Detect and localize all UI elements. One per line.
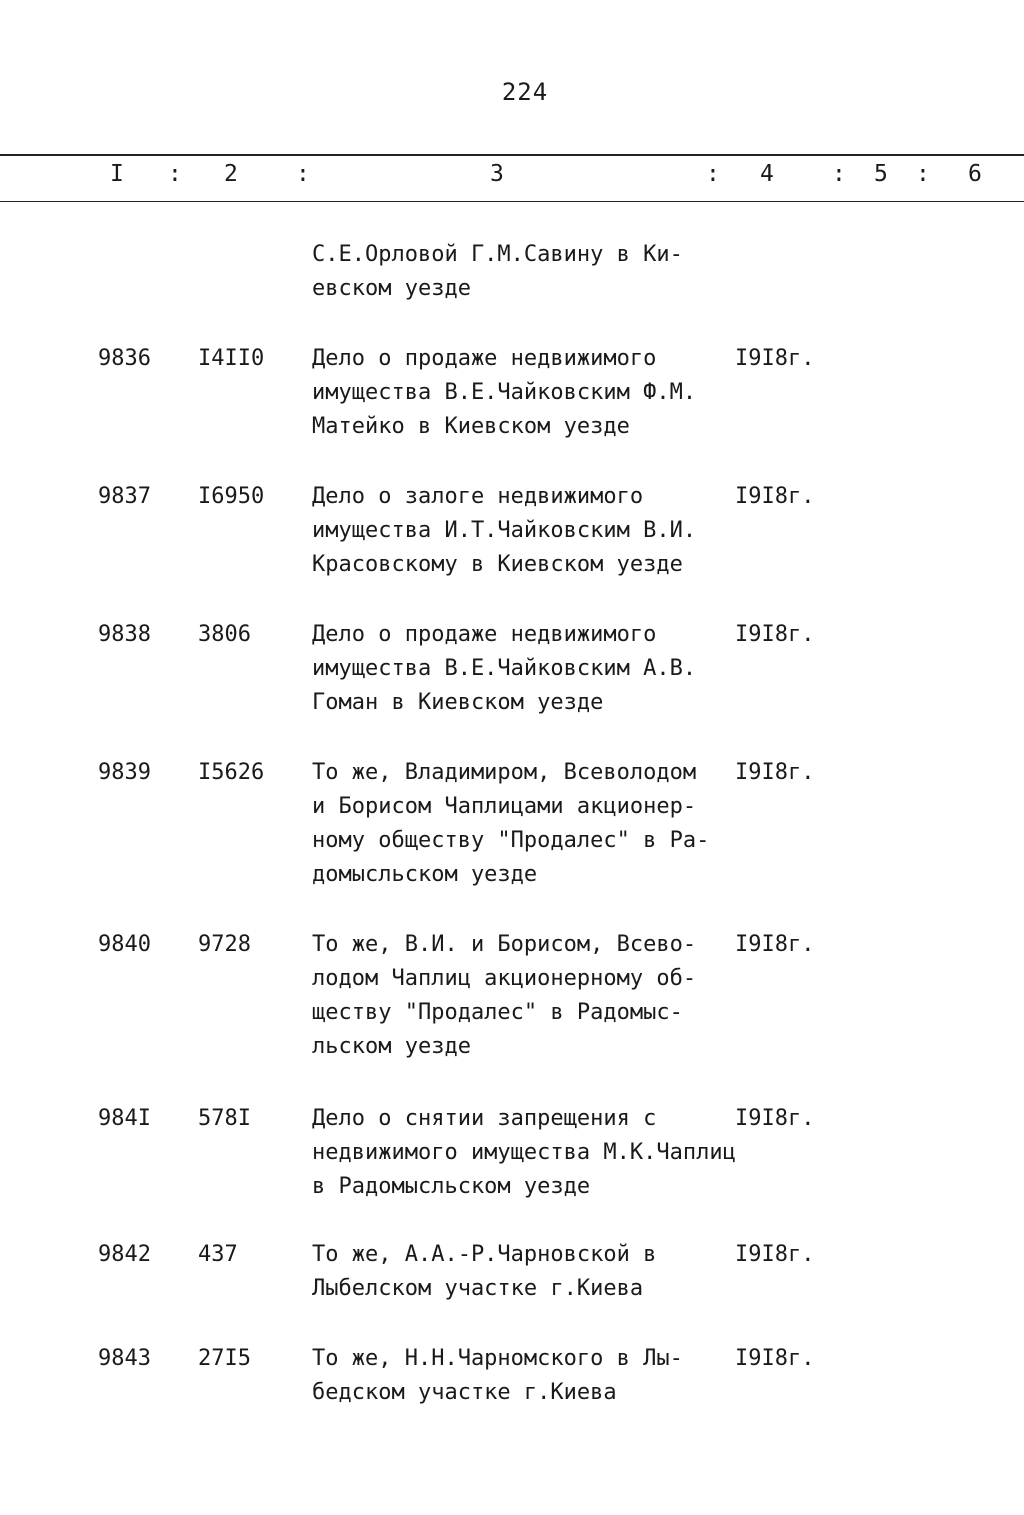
column-separator: : [296, 161, 310, 187]
entry-date: I9I8г. [735, 346, 815, 371]
entry-date: I9I8г. [735, 932, 815, 957]
page-number: 224 [501, 78, 549, 106]
entry-date: I9I8г. [735, 622, 815, 647]
entry-date: I9I8г. [735, 1106, 815, 1131]
entry-description: Дело о снятии запрещения с недвижимого имущества М.К.Чаплиц в Радомысльском уезде [312, 1106, 736, 1199]
entry-number: 9842 [98, 1242, 151, 1267]
entry-file-number: 9728 [198, 932, 251, 957]
entry-date: I9I8г. [735, 1346, 815, 1371]
column-separator: : [832, 161, 846, 187]
header-bottom-rule [0, 201, 1024, 202]
entry-description: Дело о продаже недвижимого имущества В.Е.Чайковским А.В. Гоман в Киевском уезде [312, 622, 697, 715]
entry-description: То же, Владимиром, Всеволодом и Борисом Чаплицами акционер- ному обществу "Продалес" в Ра- домысльском уезде [312, 760, 710, 887]
entry-number: 9840 [98, 932, 151, 957]
column-separator: : [916, 161, 930, 187]
entry-number: 9839 [98, 760, 151, 785]
entry-number: 9837 [98, 484, 151, 509]
entry-description: То же, А.А.-Р.Чарновской в Лыбелском участке г.Киева [312, 1242, 657, 1301]
column-header-3: 3 [490, 161, 504, 187]
column-separator: : [706, 161, 720, 187]
entry-description: С.Е.Орловой Г.М.Савину в Ки- евском уезде [312, 242, 683, 301]
entry-file-number: 27I5 [198, 1346, 251, 1371]
entry-description: Дело о продаже недвижимого имущества В.Е.Чайковским Ф.М. Матейко в Киевском уезде [312, 346, 697, 439]
entry-file-number: 3806 [198, 622, 251, 647]
column-header-6: 6 [968, 161, 982, 187]
column-header-4: 4 [760, 161, 774, 187]
entry-number: 9838 [98, 622, 151, 647]
column-separator: : [168, 161, 182, 187]
entry-file-number: 578I [198, 1106, 251, 1131]
header-top-rule [0, 154, 1024, 156]
entry-date: I9I8г. [735, 484, 815, 509]
entry-file-number: I6950 [198, 484, 265, 509]
entry-file-number: I5626 [198, 760, 265, 785]
entry-description: Дело о залоге недвижимого имущества И.Т.Чайковским В.И. Красовскому в Киевском уезде [312, 484, 697, 577]
entry-file-number: 437 [198, 1242, 238, 1267]
entry-number: 984I [98, 1106, 151, 1131]
entry-date: I9I8г. [735, 1242, 815, 1267]
entry-file-number: I4II0 [198, 346, 265, 371]
column-header-1: I [110, 161, 124, 187]
entry-date: I9I8г. [735, 760, 815, 785]
entry-number: 9836 [98, 346, 151, 371]
column-header-2: 2 [224, 161, 238, 187]
entry-description: То же, Н.Н.Чарномского в Лы- бедском участке г.Киева [312, 1346, 683, 1405]
entry-description: То же, В.И. и Борисом, Всево- лодом Чаплиц акционерному об- ществу "Продалес" в Радомыс- льском уезде [312, 932, 697, 1059]
column-header-5: 5 [874, 161, 888, 187]
entry-number: 9843 [98, 1346, 151, 1371]
